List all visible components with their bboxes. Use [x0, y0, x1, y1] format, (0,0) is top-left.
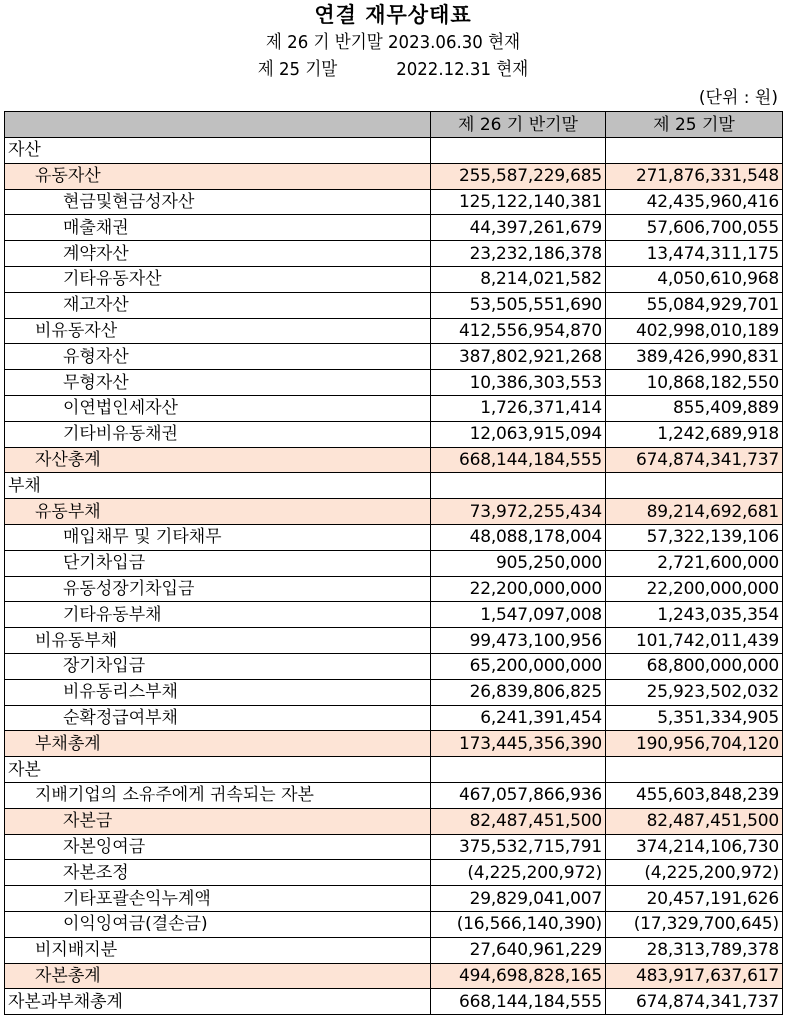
table-row [5, 757, 783, 783]
current-period-value: 44,397,261,679 [431, 215, 606, 241]
account-label: 비유동자산 [5, 318, 431, 344]
table-row [5, 602, 783, 628]
current-period-value: 82,487,451,500 [431, 808, 606, 834]
table-row [5, 782, 783, 808]
table-row [5, 138, 783, 164]
table-row [5, 447, 783, 473]
prior-period-value: 855,409,889 [606, 395, 783, 421]
table-row [5, 421, 783, 447]
prior-period-value: 57,606,700,055 [606, 215, 783, 241]
account-label: 유동자산 [5, 163, 431, 189]
prior-period-value: 42,435,960,416 [606, 189, 783, 215]
table-row [5, 731, 783, 757]
table-row [5, 628, 783, 654]
current-period-value: 1,726,371,414 [431, 395, 606, 421]
prior-period-value: 674,874,341,737 [606, 989, 783, 1015]
statement-title: 연결 재무상태표 [314, 3, 472, 27]
account-label: 매출채권 [5, 215, 431, 241]
current-period-value: 29,829,041,007 [431, 886, 606, 912]
current-period-value: 668,144,184,555 [431, 989, 606, 1015]
account-label: 계약자산 [5, 241, 431, 267]
account-label: 부채 [5, 473, 431, 499]
table-row [5, 241, 783, 267]
prior-period-value: 82,487,451,500 [606, 808, 783, 834]
current-period-value: 6,241,391,454 [431, 705, 606, 731]
account-label: 비지배지분 [5, 937, 431, 963]
current-period-value: 27,640,961,229 [431, 937, 606, 963]
account-label: 기타유동자산 [5, 266, 431, 292]
account-label: 자본총계 [5, 963, 431, 989]
current-period-value: 173,445,356,390 [431, 731, 606, 757]
current-period-value [431, 757, 606, 783]
current-period-value: 375,532,715,791 [431, 834, 606, 860]
current-period-label: 제 26 기 반기말 2023.06.30 현재 [265, 32, 521, 53]
prior-period-value: 1,242,689,918 [606, 421, 783, 447]
account-label: 자본잉여금 [5, 834, 431, 860]
prior-period-value: 271,876,331,548 [606, 163, 783, 189]
prior-period-date: 2022.12.31 현재 [396, 59, 529, 80]
prior-period-value: 4,050,610,968 [606, 266, 783, 292]
current-period-value: 48,088,178,004 [431, 524, 606, 550]
account-label: 자본조정 [5, 860, 431, 886]
prior-period-value: 402,998,010,189 [606, 318, 783, 344]
table-row [5, 808, 783, 834]
account-label: 부채총계 [5, 731, 431, 757]
account-label: 단기차입금 [5, 550, 431, 576]
table-row [5, 266, 783, 292]
table-row [5, 370, 783, 396]
account-label: 현금및현금성자산 [5, 189, 431, 215]
current-period-value: 387,802,921,268 [431, 344, 606, 370]
prior-period-value: 55,084,929,701 [606, 292, 783, 318]
current-period-value: 412,556,954,870 [431, 318, 606, 344]
prior-period-value: 674,874,341,737 [606, 447, 783, 473]
current-period-value: 125,122,140,381 [431, 189, 606, 215]
current-period-value: 467,057,866,936 [431, 782, 606, 808]
prior-period-value: 101,742,011,439 [606, 628, 783, 654]
current-period-value: (4,225,200,972) [431, 860, 606, 886]
prior-period-value: (17,329,700,645) [606, 911, 783, 937]
balance-sheet-table [4, 111, 783, 1015]
prior-period-value [606, 138, 783, 164]
table-row [5, 834, 783, 860]
account-label: 매입채무 및 기타채무 [5, 524, 431, 550]
current-period-value: 23,232,186,378 [431, 241, 606, 267]
table-row [5, 653, 783, 679]
account-label: 자본과부채총계 [5, 989, 431, 1015]
table-header-row [5, 112, 783, 138]
account-label: 비유동부채 [5, 628, 431, 654]
current-period-value: 26,839,806,825 [431, 679, 606, 705]
prior-period-value: 10,868,182,550 [606, 370, 783, 396]
prior-period-label [31, 57, 754, 83]
current-period-value [431, 138, 606, 164]
table-row [5, 886, 783, 912]
table-row [5, 911, 783, 937]
prior-period-value: 89,214,692,681 [606, 499, 783, 525]
prior-period-value: 483,917,637,617 [606, 963, 783, 989]
table-row [5, 318, 783, 344]
table-row [5, 473, 783, 499]
column-header-current-period: 제 26 기 반기말 [431, 112, 606, 138]
table-row [5, 705, 783, 731]
account-label: 기타포괄손익누계액 [5, 886, 431, 912]
prior-period-name: 제 25 기말 [257, 59, 338, 80]
account-label: 자산 [5, 138, 431, 164]
unit-label: (단위 : 원) [698, 88, 778, 108]
account-label: 유동부채 [5, 499, 431, 525]
account-label: 지배기업의 소유주에게 귀속되는 자본 [5, 782, 431, 808]
account-label: 장기차입금 [5, 653, 431, 679]
current-period-value [431, 473, 606, 499]
table-row [5, 499, 783, 525]
prior-period-value: 5,351,334,905 [606, 705, 783, 731]
account-label: 재고자산 [5, 292, 431, 318]
account-label: 기타유동부채 [5, 602, 431, 628]
account-label: 자산총계 [5, 447, 431, 473]
prior-period-value: 2,721,600,000 [606, 550, 783, 576]
account-label: 자본 [5, 757, 431, 783]
table-row [5, 576, 783, 602]
table-row [5, 937, 783, 963]
prior-period-value: (4,225,200,972) [606, 860, 783, 886]
prior-period-value: 389,426,990,831 [606, 344, 783, 370]
table-row [5, 989, 783, 1015]
current-period-value: 8,214,021,582 [431, 266, 606, 292]
table-row [5, 215, 783, 241]
prior-period-value: 28,313,789,378 [606, 937, 783, 963]
prior-period-value: 20,457,191,626 [606, 886, 783, 912]
current-period-value: 494,698,828,165 [431, 963, 606, 989]
account-label: 무형자산 [5, 370, 431, 396]
account-label: 비유동리스부채 [5, 679, 431, 705]
account-label: 이익잉여금(결손금) [5, 911, 431, 937]
account-label: 이연법인세자산 [5, 395, 431, 421]
table-row [5, 963, 783, 989]
table-row [5, 679, 783, 705]
prior-period-value: 374,214,106,730 [606, 834, 783, 860]
current-period-value: 65,200,000,000 [431, 653, 606, 679]
table-row [5, 395, 783, 421]
table-body [5, 138, 783, 1015]
table-row [5, 344, 783, 370]
table-row [5, 550, 783, 576]
current-period-value: 12,063,915,094 [431, 421, 606, 447]
current-period-value: 255,587,229,685 [431, 163, 606, 189]
prior-period-value [606, 757, 783, 783]
prior-period-value: 190,956,704,120 [606, 731, 783, 757]
account-label: 유형자산 [5, 344, 431, 370]
account-label: 자본금 [5, 808, 431, 834]
table-row [5, 163, 783, 189]
current-period-value: 905,250,000 [431, 550, 606, 576]
account-label: 순확정급여부채 [5, 705, 431, 731]
account-label: 기타비유동채권 [5, 421, 431, 447]
prior-period-value: 22,200,000,000 [606, 576, 783, 602]
table-row [5, 292, 783, 318]
current-period-value: 73,972,255,434 [431, 499, 606, 525]
current-period-value: 99,473,100,956 [431, 628, 606, 654]
current-period-value: 10,386,303,553 [431, 370, 606, 396]
prior-period-value: 455,603,848,239 [606, 782, 783, 808]
table-row [5, 524, 783, 550]
column-header-prior-period: 제 25 기말 [606, 112, 783, 138]
current-period-value: 1,547,097,008 [431, 602, 606, 628]
current-period-value: (16,566,140,390) [431, 911, 606, 937]
current-period-value: 22,200,000,000 [431, 576, 606, 602]
column-header-account [5, 112, 431, 138]
table-row [5, 189, 783, 215]
prior-period-value [606, 473, 783, 499]
account-label: 유동성장기차입금 [5, 576, 431, 602]
table-row [5, 860, 783, 886]
prior-period-value: 13,474,311,175 [606, 241, 783, 267]
current-period-value: 53,505,551,690 [431, 292, 606, 318]
prior-period-value: 68,800,000,000 [606, 653, 783, 679]
current-period-value: 668,144,184,555 [431, 447, 606, 473]
prior-period-value: 1,243,035,354 [606, 602, 783, 628]
prior-period-value: 57,322,139,106 [606, 524, 783, 550]
prior-period-value: 25,923,502,032 [606, 679, 783, 705]
